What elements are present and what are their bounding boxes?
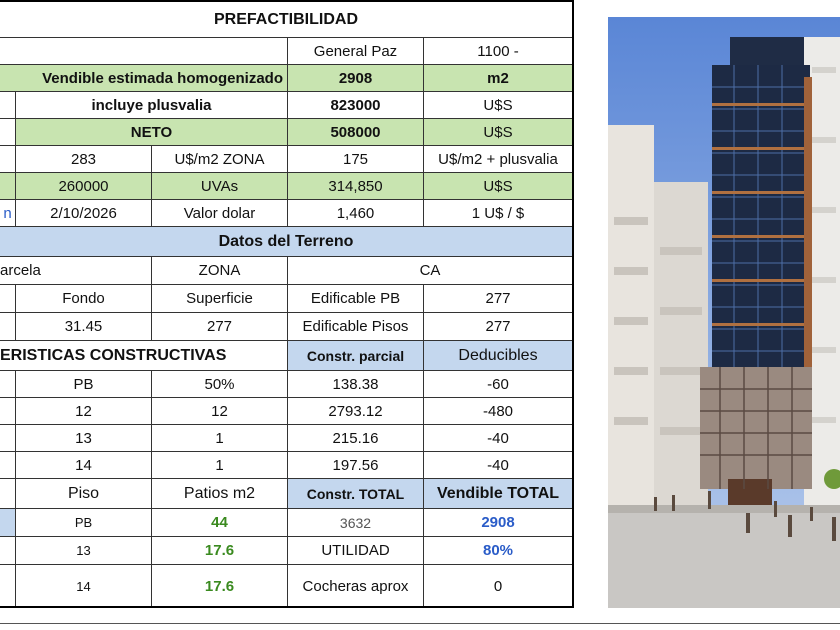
cell-edif-pb-label: Edificable PB: [288, 285, 424, 313]
cell-k1-stub: [0, 371, 16, 398]
cell-utilidad-value: 80%: [424, 537, 572, 565]
terreno-header: Datos del Terreno: [0, 227, 572, 257]
col-deducibles: Deducibles: [424, 341, 572, 371]
col-constr-parcial: Constr. parcial: [288, 341, 424, 371]
cell-r7-stub: n: [0, 200, 16, 227]
sidewalk: [608, 505, 840, 513]
street: [608, 505, 840, 608]
cell-vendible-value: 2908: [288, 65, 424, 92]
cell-k1-d: -60: [424, 371, 572, 398]
cell-k2-c: 2793.12: [288, 398, 424, 425]
cell-superficie-label: Superficie: [152, 285, 288, 313]
cell-tot3-patios: 17.6: [152, 565, 288, 608]
col-constr-total: Constr. TOTAL: [288, 479, 424, 509]
constructivas-header: ERISTICAS CONSTRUCTIVAS: [0, 341, 288, 371]
cell-t2-stub: [0, 285, 16, 313]
cell-fondo-value: 31.45: [16, 313, 152, 341]
cell-t3s-stub: [0, 565, 16, 608]
cell-zona-price: 283: [16, 146, 152, 173]
cell-vendible-label: Vendible estimada homogenizado: [0, 65, 288, 92]
cell-k4-b: 1: [152, 452, 288, 479]
cell-plusvalia-unit: U$S: [424, 92, 572, 119]
cell-plusvalia-price-label: U$/m2 + plusvalia: [424, 146, 572, 173]
cell-tot1-piso: PB: [16, 509, 152, 537]
cell-k4-d: -40: [424, 452, 572, 479]
cell-k2-a: 12: [16, 398, 152, 425]
cell-uvas-label: UVAs: [152, 173, 288, 200]
cell-plusvalia-value: 823000: [288, 92, 424, 119]
main-tower: [700, 37, 812, 507]
cell-tot1-patios: 44: [152, 509, 288, 537]
cell-uvas-amount: 260000: [16, 173, 152, 200]
cell-k3-b: 1: [152, 425, 288, 452]
cell-edif-pisos-value: 277: [424, 313, 572, 341]
cell-neto-unit: U$S: [424, 119, 572, 146]
cell-h-stub: [0, 479, 16, 509]
building-rendering: [608, 17, 840, 608]
cell-number: 1100 -: [424, 38, 572, 65]
cell-k2-stub: [0, 398, 16, 425]
cell-zona-value: CA: [288, 257, 572, 285]
cell-k3-d: -40: [424, 425, 572, 452]
neighbour-building-left: [608, 125, 708, 505]
cell-tot2-patios: 17.6: [152, 537, 288, 565]
cell-k1-c: 138.38: [288, 371, 424, 398]
cell-k4-c: 197.56: [288, 452, 424, 479]
cell-cocheras-label: Cocheras aprox: [288, 565, 424, 608]
cell-r4-stub: [0, 119, 16, 146]
cell-parcela: arcela: [0, 257, 152, 285]
cell-k4-a: 14: [16, 452, 152, 479]
cell-edif-pisos-label: Edificable Pisos: [288, 313, 424, 341]
cell-utilidad-label: UTILIDAD: [288, 537, 424, 565]
cell-dolar-unit: 1 U$ / $: [424, 200, 572, 227]
cell-vendible-total: 2908: [424, 509, 572, 537]
cell-r5-stub: [0, 146, 16, 173]
cell-tot2-piso: 13: [16, 537, 152, 565]
cell-k1-b: 50%: [152, 371, 288, 398]
cell-r3-stub: [0, 92, 16, 119]
cell-plusvalia-label: incluye plusvalia: [16, 92, 288, 119]
cell-t1-stub: [0, 509, 16, 537]
cell-t3-stub: [0, 313, 16, 341]
cell-neto-label: NETO: [16, 119, 288, 146]
cell-fondo-label: Fondo: [16, 285, 152, 313]
cell-plusvalia-price: 175: [288, 146, 424, 173]
col-vendible-total: Vendible TOTAL: [424, 479, 572, 509]
cell-k3-stub: [0, 425, 16, 452]
cell-k2-b: 12: [152, 398, 288, 425]
col-piso: Piso: [16, 479, 152, 509]
cell-k1-a: PB: [16, 371, 152, 398]
cell-address: General Paz: [288, 38, 424, 65]
cell-edif-pb-value: 277: [424, 285, 572, 313]
cell-zona-label: U$/m2 ZONA: [152, 146, 288, 173]
cell-k3-c: 215.16: [288, 425, 424, 452]
cell-neto-value: 508000: [288, 119, 424, 146]
cell-tot3-piso: 14: [16, 565, 152, 608]
cell-r6-stub: [0, 173, 16, 200]
cell-zona-title: ZONA: [152, 257, 288, 285]
cell-cocheras-value: 0: [493, 578, 503, 595]
cell-r1-label: [0, 38, 288, 65]
cell-dolar-label: Valor dolar: [152, 200, 288, 227]
sheet-title: PREFACTIBILIDAD: [0, 2, 572, 38]
cell-dolar-value: 1,460: [288, 200, 424, 227]
cell-constr-total: 3632: [288, 509, 424, 537]
cell-uvas-unit: U$S: [424, 173, 572, 200]
cell-vendible-unit: m2: [424, 65, 572, 92]
cell-date: 2/10/2026: [16, 200, 152, 227]
cell-uvas-usd: 314,850: [288, 173, 424, 200]
cell-superficie-value: 277: [152, 313, 288, 341]
cell-k3-a: 13: [16, 425, 152, 452]
cell-k2-d: -480: [424, 398, 572, 425]
col-patios: Patios m2: [152, 479, 288, 509]
page-divider: [0, 623, 840, 624]
cell-t2s-stub: [0, 537, 16, 565]
cell-k4-stub: [0, 452, 16, 479]
